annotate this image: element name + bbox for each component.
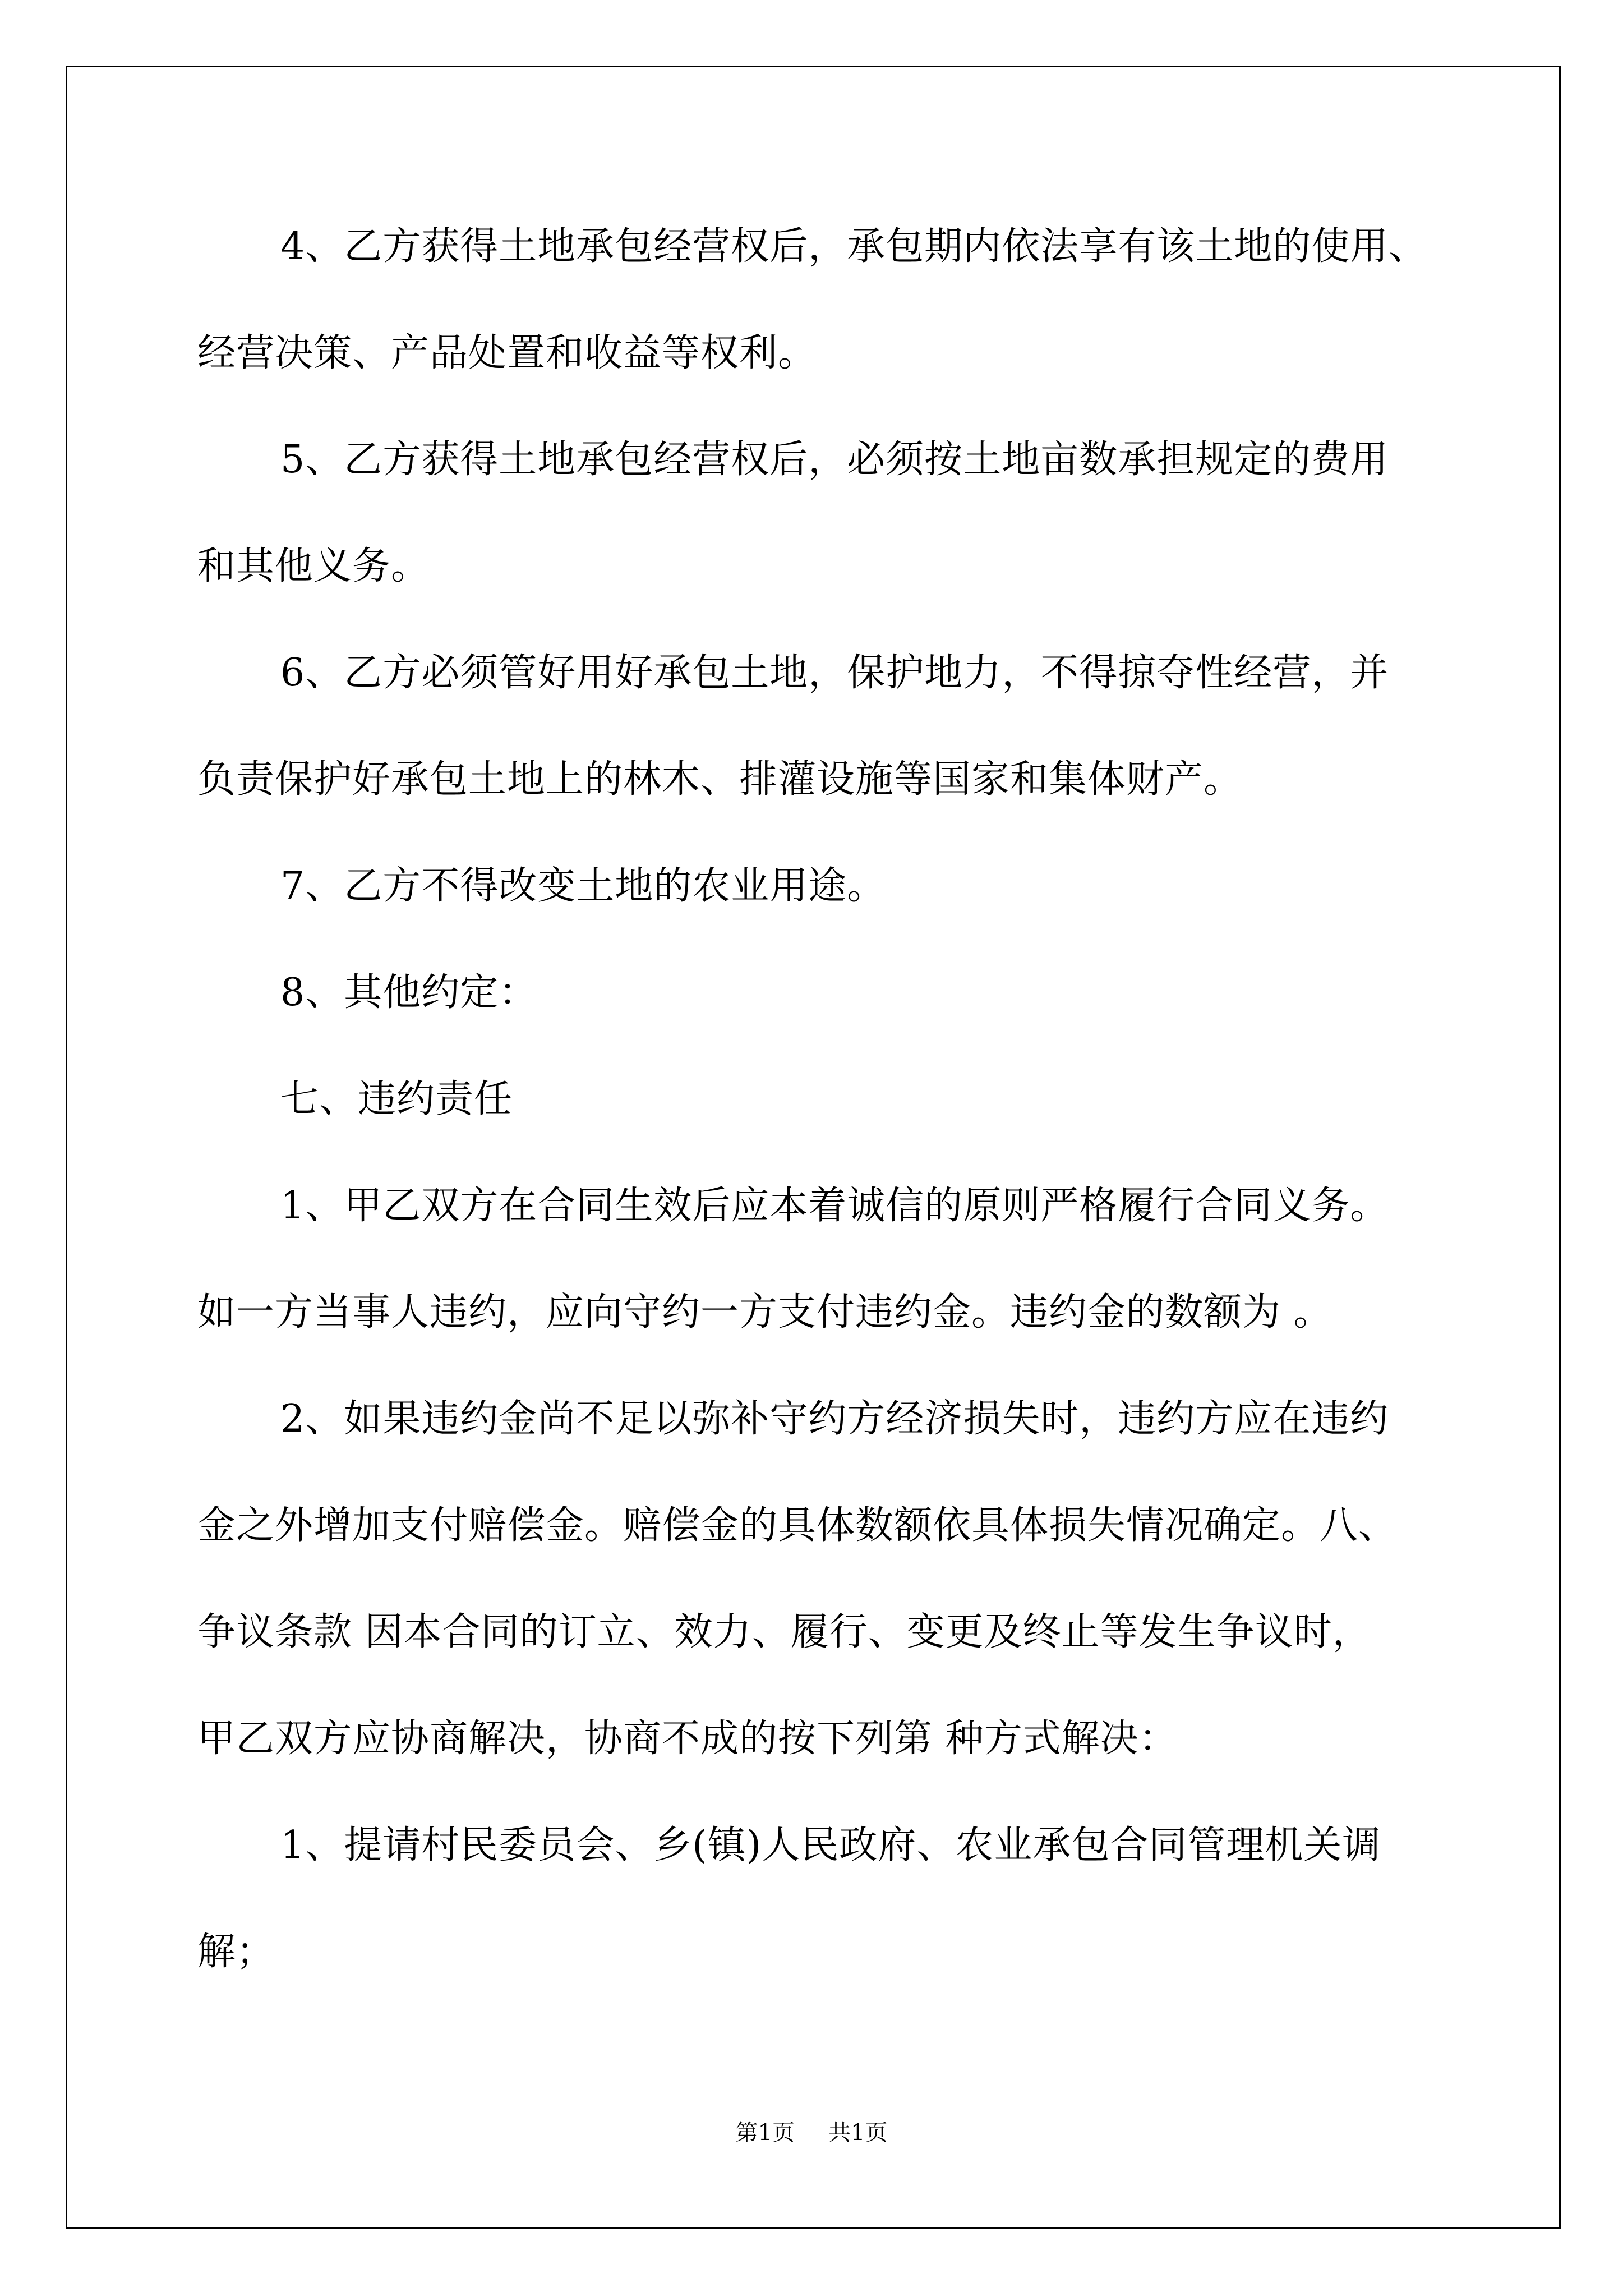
- text-line: 1、提请村民委员会、乡(镇)人民政府、农业承包合同管理机关调: [280, 1823, 1381, 1867]
- page-number-total: 共1页: [828, 2120, 888, 2146]
- page-number-current: 第1页: [735, 2120, 795, 2146]
- text-line: 和其他义务。: [197, 544, 430, 588]
- section-heading: 七、违约责任: [280, 1077, 513, 1121]
- text-line: 甲乙双方应协商解决，协商不成的按下列第 种方式解决：: [197, 1717, 1178, 1761]
- page-footer: [0, 2116, 1623, 2150]
- text-line: 1、甲乙双方在合同生效后应本着诚信的原则严格履行合同义务。: [280, 1184, 1389, 1228]
- text-line: 解；: [197, 1930, 275, 1974]
- text-line: 经营决策、产品处置和收益等权利。: [197, 331, 817, 375]
- text-line: 负责保护好承包土地上的林木、排灌设施等国家和集体财产。: [197, 757, 1243, 802]
- text-line: 6、乙方必须管好用好承包土地，保护地力，不得掠夺性经营，并: [280, 651, 1389, 695]
- text-line: 5、乙方获得土地承包经营权后，必须按土地亩数承担规定的费用: [280, 438, 1389, 482]
- text-line: 7、乙方不得改变土地的农业用途。: [280, 864, 886, 908]
- text-line: 争议条款 因本合同的订立、效力、履行、变更及终止等发生争议时，: [197, 1610, 1371, 1654]
- text-line: 金之外增加支付赔偿金。赔偿金的具体数额依具体损失情况确定。八、: [197, 1503, 1398, 1548]
- text-line: 4、乙方获得土地承包经营权后，承包期内依法享有该土地的使用、: [280, 224, 1428, 269]
- text-line: 如一方当事人违约，应向守约一方支付违约金。违约金的数额为 。: [197, 1290, 1332, 1335]
- text-line: 2、如果违约金尚不足以弥补守约方经济损失时，违约方应在违约: [280, 1397, 1389, 1441]
- page-border: [66, 66, 1561, 2229]
- text-line: 8、其他约定：: [280, 970, 538, 1015]
